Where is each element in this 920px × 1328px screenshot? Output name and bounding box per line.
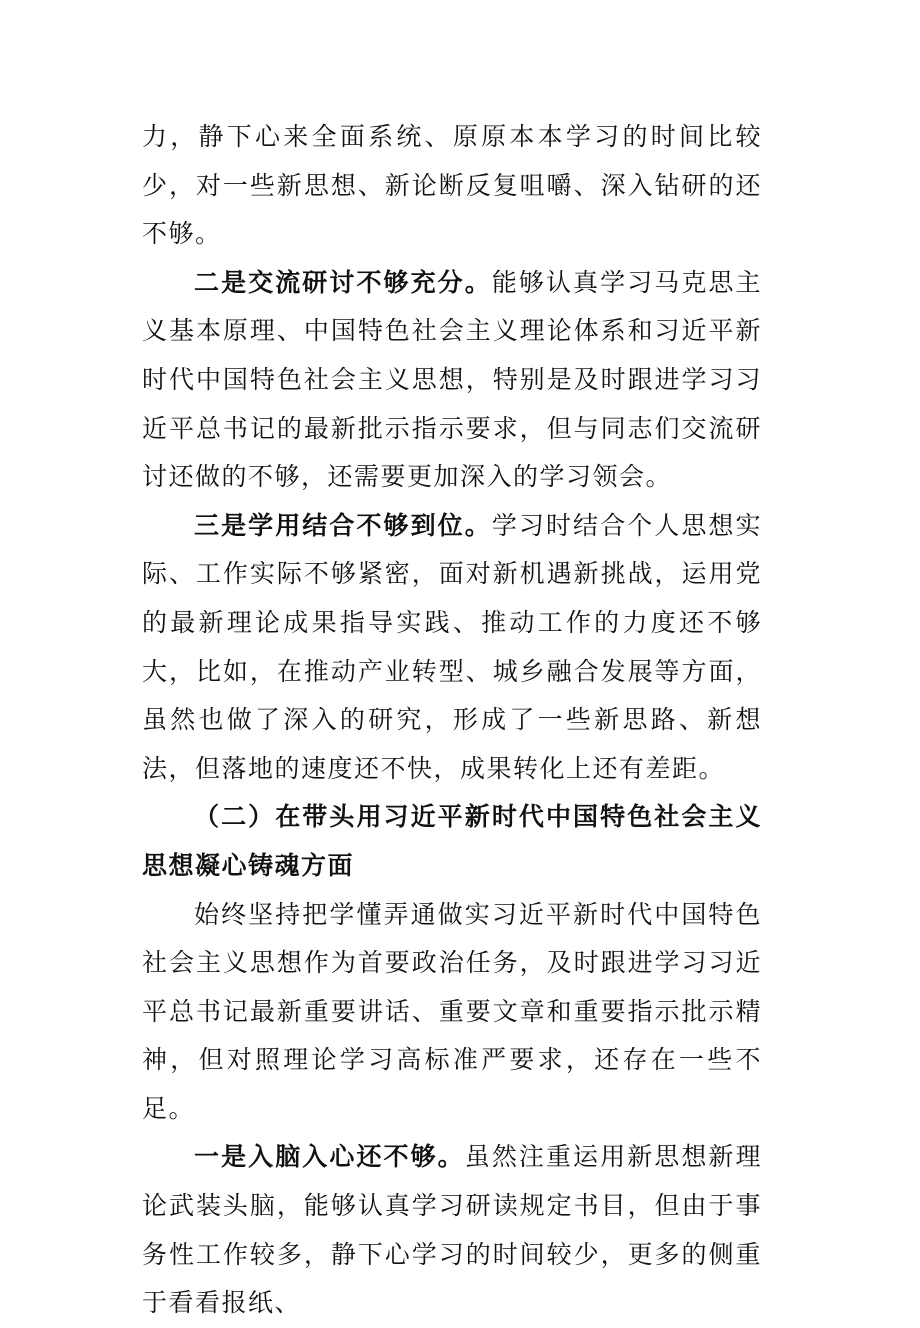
paragraph-text: 始终坚持把学懂弄通做实习近平新时代中国特色社会主义思想作为首要政治任务，及时跟进学习习近平总书记最新重要讲话、重要文章和重要指示批示精神，但对照理论学习高标准严要求，还存在一些不足。 bbox=[142, 899, 762, 1123]
paragraph-section-intro bbox=[142, 891, 762, 1134]
paragraph-text: 虽然注重运用新思想新理论武装头脑，能够认真学习研读规定书目，但由于事务性工作较多，静下心学习的时间较少，更多的侧重于看看报纸、 bbox=[142, 1142, 762, 1318]
paragraph-lead: 二是交流研讨不够充分。 bbox=[194, 267, 492, 297]
paragraph-text: 力，静下心来全面系统、原原本本学习的时间比较少，对一些新思想、新论断反复咀嚼、深入钻研的还不够。 bbox=[142, 122, 762, 249]
paragraph-continuation bbox=[142, 113, 762, 259]
document-body bbox=[142, 113, 762, 1328]
paragraph-text: 学习时结合个人思想实际、工作实际不够紧密，面对新机遇新挑战，运用党的最新理论成果指导实践、推动工作的力度还不够大，比如，在推动产业转型、城乡融合发展等方面，虽然也做了深入的研究，形成了一些新思路、新想法，但落地的速度还不快，成果转化上还有差距。 bbox=[142, 510, 762, 783]
paragraph-internalization bbox=[142, 1133, 762, 1327]
section-heading: （二）在带头用习近平新时代中国特色社会主义思想凝心铸魂方面 bbox=[142, 802, 762, 880]
paragraph-lead: 三是学用结合不够到位。 bbox=[194, 510, 492, 540]
paragraph-exchange-discussion bbox=[142, 259, 762, 502]
paragraph-lead: 一是入脑入心还不够。 bbox=[194, 1142, 465, 1172]
paragraph-text: 能够认真学习马克思主义基本原理、中国特色社会主义理论体系和习近平新时代中国特色社会主义思想，特别是及时跟进学习习近平总书记的最新批示指示要求，但与同志们交流研讨还做的不够，还需要更加深入的学习领会。 bbox=[142, 267, 762, 492]
paragraph-study-application bbox=[142, 502, 762, 794]
